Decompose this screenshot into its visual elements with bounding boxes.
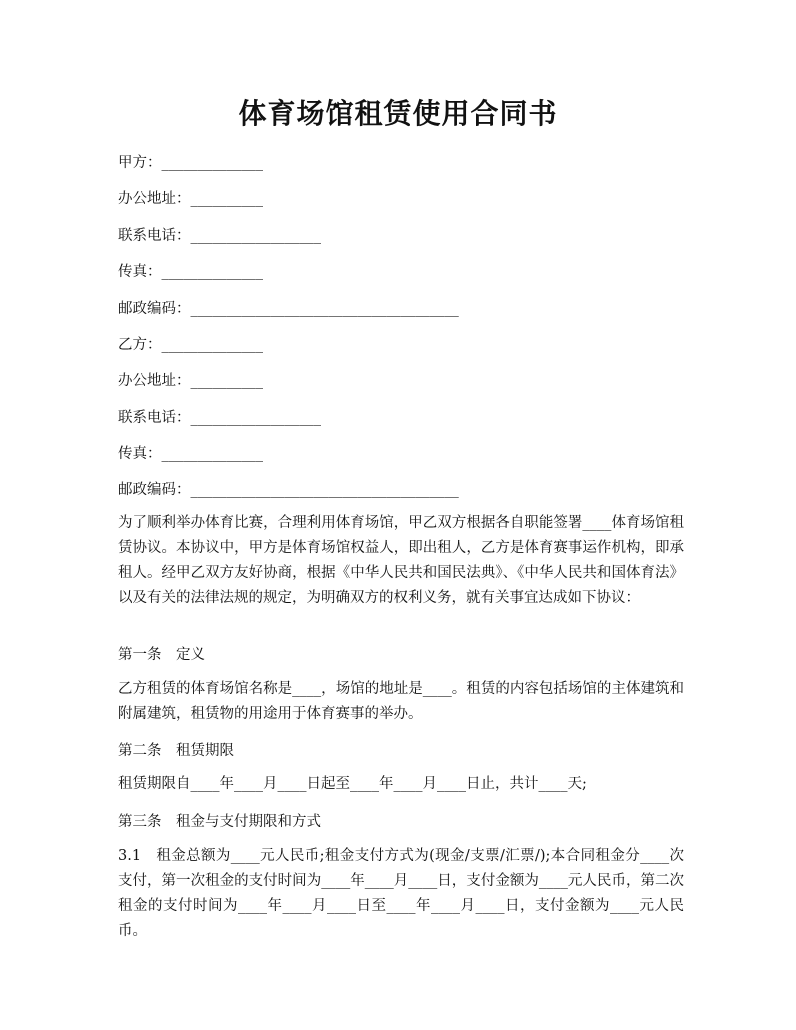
party-a-fax: 传真：______________ — [118, 264, 263, 280]
article-3-heading: 第三条 租金与支付期限和方式 — [118, 814, 321, 830]
party-b-address: 办公地址：__________ — [118, 373, 263, 389]
party-b-phone: 联系电话：__________________ — [118, 410, 321, 426]
party-b-postcode: 邮政编码：_____________________________________ — [118, 482, 459, 498]
document-title: 体育场馆租赁使用合同书 — [238, 97, 558, 130]
party-a-address: 办公地址：__________ — [118, 191, 263, 207]
party-a-postcode: 邮政编码：_____________________________________ — [118, 301, 459, 317]
party-a-name: 甲方：______________ — [118, 155, 263, 171]
article-1-body: 乙方租赁的体育场馆名称是____，场馆的地址是____。租赁的内容包括场馆的主体建筑和附属建筑，租赁物的用途用于体育赛事的举办。 — [118, 681, 684, 722]
preamble-paragraph: 为了顺利举办体育比赛，合理利用体育场馆，甲乙双方根据各自职能签署____体育场馆租赁协议。本协议中，甲方是体育场馆权益人，即出租人，乙方是体育赛事运作机构，即承租人。经甲乙双方友好协商，根据《中华人民共和国民法典》、《中华人民共和国体育法》以及有关的法律法规的规定，为明确双方的权利义务，就有关事宜达成如下协议： — [118, 515, 684, 606]
party-b-name: 乙方：______________ — [118, 337, 263, 353]
party-b-fax: 传真：______________ — [118, 446, 263, 462]
party-a-phone: 联系电话：__________________ — [118, 228, 321, 244]
article-2-body: 租赁期限自____年____月____日起至____年____月____日止，共计____天; — [118, 776, 587, 792]
article-3-clause-3-1: 3.1 租金总额为____元人民币;租金支付方式为(现金/支票/汇票/);本合同租金分____次支付，第一次租金的支付时间为____年____月____日，支付金额为____元人民币，第二次租金的支付时间为____年____月____日至____年____月____日，支付金额为____元人民币。 — [118, 848, 684, 939]
article-2-heading: 第二条 租赁期限 — [118, 743, 234, 759]
article-1-heading: 第一条 定义 — [118, 647, 205, 663]
